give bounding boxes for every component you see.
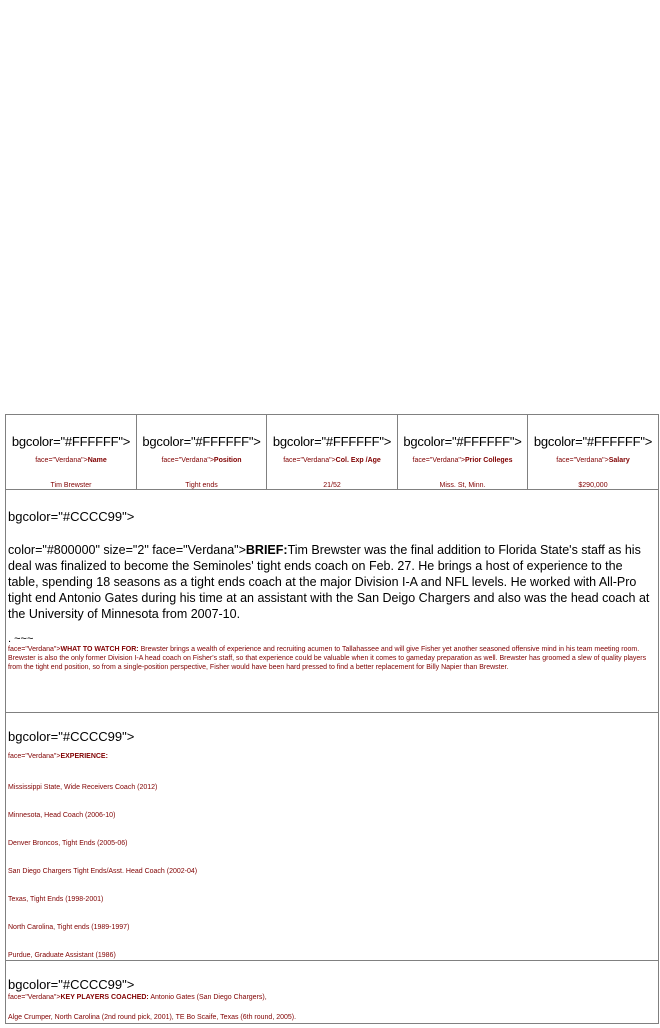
header-cell-name — [6, 415, 137, 490]
raw-face-text: face="Verdana"> — [283, 457, 336, 464]
experience-item: San Diego Chargers Tight Ends/Asst. Head Coach (2002-04) — [8, 868, 198, 875]
key-players-line-2: Alge Crumper, North Carolina (2nd round pick, 2001), TE Bo Scaife, Texas (6th round, 2005). — [8, 1014, 297, 1021]
watch-text: Brewster brings a wealth of experience and recruiting acumen to Tallahassee and will give Fisher yet another seasoned offensive mind in his team meeting room. Brewster is also the only former Division I-A head coach on Fisher's staff, so that experience could be valuable when it comes to gameday preparation as well. Brewster has groomed a slew of quality players from the tight end position, so from a single-position perspective, Fisher would have been hard pressed to find a better replacement for Billy Napier than Brewster. — [8, 646, 647, 671]
brief-text: Tim Brewster was the final addition to Florida State's staff as his deal was finalized to become the Seminoles' tight ends coach on Feb. 27. He brings a host of experience to the table, spending 18 seasons as a tight ends coach at the major Division I-A and NFL levels. He worked with All-Pro tight end Antonio Gates during his time at an assistant with the San Deigo Chargers and also was the head coach at the University of Minnesota from 2007-10. — [8, 543, 650, 621]
raw-bgcolor-text: bgcolor="#CCCC99"> — [8, 509, 135, 524]
column-label-prior-colleges: Prior Colleges — [465, 457, 513, 464]
header-cell-prior-colleges — [398, 415, 528, 490]
experience-item: Purdue, Graduate Assistant (1986) — [8, 952, 116, 959]
column-label-name: Name — [87, 457, 107, 464]
experience-label: EXPERIENCE: — [60, 753, 108, 760]
column-label-salary: Salary — [608, 457, 630, 464]
watch-label: WHAT TO WATCH FOR: — [60, 646, 139, 653]
column-label-experience-age: Col. Exp /Age — [335, 457, 381, 464]
raw-face-text: face="Verdana"> — [161, 457, 214, 464]
raw-bgcolor-text: bgcolor="#CCCC99"> — [8, 977, 135, 992]
raw-bgcolor-text: bgcolor="#FFFFFF"> — [533, 434, 653, 449]
header-cell-experience-age — [267, 415, 398, 490]
raw-bgcolor-text: bgcolor="#CCCC99"> — [8, 729, 135, 744]
brief-label: BRIEF: — [245, 543, 288, 557]
key-players-label: KEY PLAYERS COACHED: — [60, 994, 149, 1001]
experience-item: Minnesota, Head Coach (2006-10) — [8, 812, 116, 819]
key-players-row — [6, 961, 659, 1024]
header-cell-position — [137, 415, 267, 490]
column-label-position: Position — [213, 457, 242, 464]
raw-bgcolor-text: bgcolor="#FFFFFF"> — [142, 434, 261, 449]
brief-cell — [6, 490, 659, 713]
raw-face-text: face="Verdana"> — [8, 646, 61, 653]
experience-age-value: 21/52 — [323, 482, 341, 489]
raw-font-text: color="#800000" size="2" face="Verdana"> — [8, 543, 246, 557]
raw-face-text: face="Verdana"> — [556, 457, 609, 464]
brief-row — [6, 490, 659, 713]
experience-item: Mississippi State, Wide Receivers Coach (2012) — [8, 784, 158, 791]
coach-name-value: Tim Brewster — [50, 482, 92, 489]
raw-bgcolor-text: bgcolor="#FFFFFF"> — [11, 434, 131, 449]
key-players-line-1: Antonio Gates (San Diego Chargers), — [150, 994, 267, 1001]
coach-profile-table — [5, 414, 659, 1024]
header-row — [6, 415, 659, 490]
experience-row — [6, 713, 659, 961]
experience-item: Denver Broncos, Tight Ends (2005-06) — [8, 840, 128, 847]
key-players-cell — [6, 961, 659, 1024]
raw-bgcolor-text: bgcolor="#FFFFFF"> — [272, 434, 392, 449]
raw-bgcolor-text: bgcolor="#FFFFFF"> — [403, 434, 522, 449]
brief-paragraph — [8, 542, 656, 622]
experience-item: Texas, Tight Ends (1998-2001) — [8, 896, 104, 903]
header-cell-salary — [528, 415, 659, 490]
tilde-text: . ~~~ — [8, 633, 34, 645]
salary-value: $290,000 — [578, 482, 608, 489]
experience-item: North Carolina, Tight ends (1989-1997) — [8, 924, 130, 931]
experience-cell — [6, 713, 659, 961]
raw-face-text: face="Verdana"> — [8, 753, 61, 760]
watch-paragraph — [8, 645, 656, 678]
raw-face-text: face="Verdana"> — [35, 457, 88, 464]
prior-colleges-value: Miss. St, Minn. — [439, 482, 486, 489]
raw-face-text: face="Verdana"> — [412, 457, 465, 464]
position-value: Tight ends — [185, 482, 218, 489]
raw-face-text: face="Verdana"> — [8, 994, 61, 1001]
